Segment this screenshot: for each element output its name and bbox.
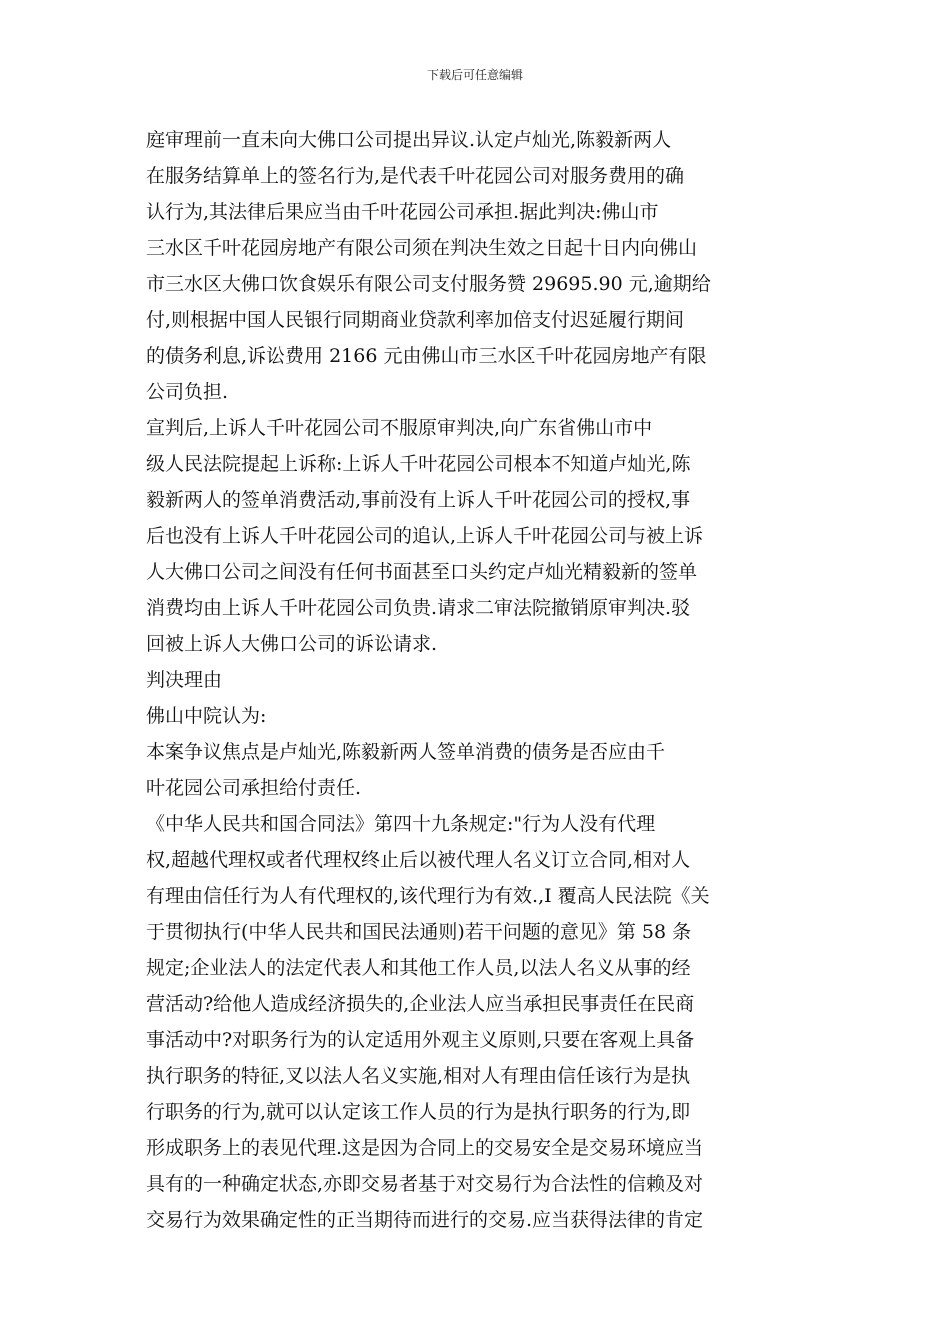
text-line: 庭审理前一直未向大佛口公司提出异议.认定卢灿光,陈毅新两人 <box>146 129 672 151</box>
text-line: 规定;企业法人的法定代表人和其他工作人员,以法人名义从事的经 <box>146 957 691 979</box>
text-line: 消费均由上诉人千叶花园公司负贵.请求二审法院撤销原审判决.驳 <box>146 597 691 619</box>
text-line: 营活动?给他人造成经济损失的,企业法人应当承担民事责任在民商 <box>146 993 695 1015</box>
text-line: 形成职务上的表见代理.这是因为合同上的交易安全是交易环境应当 <box>146 1137 704 1159</box>
text-line: 佛山中院认为: <box>146 705 267 727</box>
text-line: 公司负担. <box>146 381 229 403</box>
text-line: 于贯彻执行(中华人民共和国民法通则)若干问题的意见》第 58 条 <box>146 921 692 943</box>
text-line: 回被上诉人大佛口公司的诉讼请求. <box>146 633 438 655</box>
text-line: 事活动中?对职务行为的认定适用外观主义原则,只要在客观上具备 <box>146 1029 695 1051</box>
text-line: 人大佛口公司之间没有任何书面甚至口头约定卢灿光精毅新的签单 <box>146 561 698 583</box>
text-line: 在服务结算单上的签名行为,是代表千叶花园公司对服务费用的确 <box>146 165 685 187</box>
text-line: 执行职务的特征,叉以法人名义实施,相对人有理由信任该行为是执 <box>146 1065 691 1087</box>
text-line: 级人民法院提起上诉称:上诉人千叶花园公司根本不知道卢灿光,陈 <box>146 453 691 475</box>
text-line: 毅新两人的签单消费活动,事前没有上诉人千叶花园公司的授权,事 <box>146 489 691 511</box>
text-line: 后也没有上诉人千叶花园公司的追认,上诉人千叶花园公司与被上诉 <box>146 525 704 547</box>
text-line: 认行为,其法律后果应当由千叶花园公司承担.据此判决:佛山市 <box>146 201 659 223</box>
text-line: 具有的一种确定状态,亦即交易者基于对交易行为合法性的信赖及对 <box>146 1173 704 1195</box>
text-line: 交易行为效果确定性的正当期待而进行的交易.应当获得法律的肯定 <box>146 1209 704 1231</box>
text-line: 三水区千叶花园房地产有限公司须在判决生效之日起十日内向佛山 <box>146 237 698 259</box>
text-line: 行职务的行为,就可以认定该工作人员的行为是执行职务的行为,即 <box>146 1101 691 1123</box>
section-heading: 判决理由 <box>146 669 223 691</box>
page-header: 下载后可任意编辑 <box>426 68 523 82</box>
text-line: 宣判后,上诉人千叶花园公司不服原审判决,向广东省佛山市中 <box>146 417 653 439</box>
text-line: 叶花园公司承担给付责任. <box>146 777 362 799</box>
text-line: 有理由信任行为人有代理权的,该代理行为有效.,I 覆高人民法院《关 <box>146 885 710 907</box>
text-line: 本案争议焦点是卢灿光,陈毅新两人签单消费的债务是否应由千 <box>146 741 666 763</box>
document-body <box>146 122 726 1238</box>
text-line: 市三水区大佛口饮食娱乐有限公司支付服务赞 29695.90 元,逾期给 <box>146 273 711 295</box>
text-line: 《中华人民共和国合同法》第四十九条规定:"行为人没有代理 <box>146 813 656 835</box>
text-line: 的债务利息,诉讼费用 2166 元由佛山市三水区千叶花园房地产有限 <box>146 345 707 367</box>
text-line: 权,超越代理权或者代理权终止后以被代理人名义订立合同,相对人 <box>146 849 691 871</box>
text-line: 付,则根据中国人民银行同期商业贷款利率加倍支付迟延履行期间 <box>146 309 685 331</box>
